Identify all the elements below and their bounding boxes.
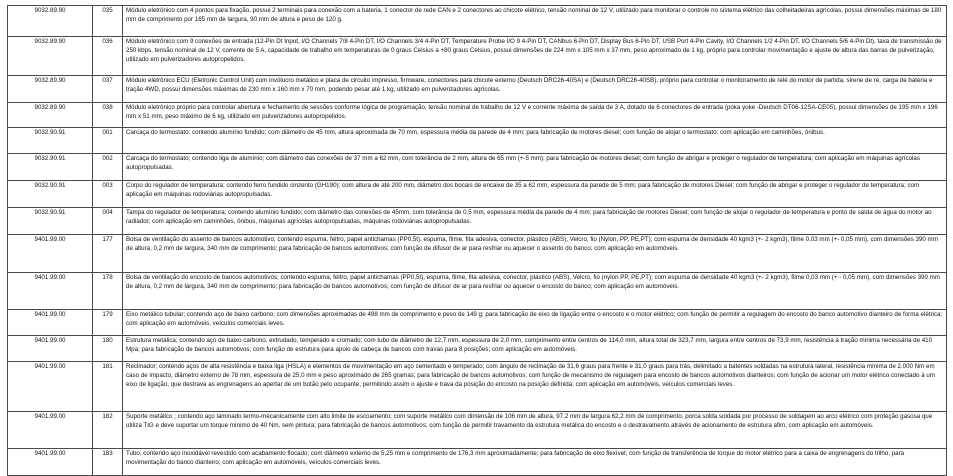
ncm-code-cell: 9032.89.90 (8, 37, 93, 76)
ex-number-cell: 004 (93, 208, 123, 235)
ex-number-cell: 180 (93, 336, 123, 362)
ex-number-cell: 181 (93, 362, 123, 412)
description-cell: Bolsa de ventilação do assento de bancos automotivo; contendo espuma, feltro, papel antichamas (PP0,5t), espuma, filme, fita adesiva, conector, plástico (ABS), Velcro, fio (Nylon, PP, PE,PT); com espuma de densidade 40 kgm3 (+- 2 kgm3), filme 0,03 mm (+- 0,05 mm), com dimensões 390 mm de altura, 0,2 mm de largura, 340 mm de comprimento; para fabricação de bancos automotivos; com função de difusor de ar para resfriar ou aquecer o assento do banco; com aplicação em automóveis. (123, 235, 947, 273)
ex-number-cell: 183 (93, 449, 123, 476)
ncm-code-cell: 9032.90.91 (8, 181, 93, 208)
ncm-code-cell: 9401.99.00 (8, 412, 93, 449)
ex-number-cell: 037 (93, 76, 123, 103)
description-cell: Estrutura metálica; contendo aço de baixo carbono, extrudado, temperado e cromado; com tubo de diâmetro de 12,7 mm, espessura de 2,0 mm, comprimento entre centros de 114,0 mm, altura total de 323,7 mm, largura entre centros de 73,9 mm, resistência à tração mínima necessária de 410 Mpa; para fabricação de bancos automotivos; com função de estrutura para apoio de cabeça de bancos com travas para 8 posições; com aplicação em automóveis. (123, 336, 947, 362)
ncm-code-cell: 9032.90.91 (8, 128, 93, 154)
ex-number-cell: 182 (93, 412, 123, 449)
table-body (8, 6, 947, 476)
ex-number-cell: 179 (93, 310, 123, 336)
ncm-code-cell: 9401.99.00 (8, 273, 93, 310)
ex-number-cell: 002 (93, 154, 123, 181)
table-row (8, 76, 947, 103)
ex-number-cell: 177 (93, 235, 123, 273)
description-cell: Carcaça do termostato; contendo alumínio fundido; com diâmetro de 45 mm, altura aproximada de 70 mm, espessura média da parede de 4 mm; para fabricação de motores diesel; com função de alojar o termostato; com aplicação em caminhões, ônibus. (123, 128, 947, 154)
description-cell: Bolsa de ventilação do encosto de bancos automotivos; contendo espuma, feltro, papel antichamas (PP0,5t), espuma, filme, fita adesiva, conector, plástico (ABS), Velcro, fio (nylon PP, PE,PT); com espuma de densidade 40 kgm3 (+- 2 kgm3), filme 0,03 mm (+ - 0,05 mm), com dimensões 390 mm de altura, 0,2 mm de largura, 340 mm de comprimento; para fabricação de bancos automotivos; com função de difusor de ar para resfriar ou aquecer o encosto do banco; com aplicação em automóveis. (123, 273, 947, 310)
description-cell: Tubo; contendo aço inoxidável revestido com acabamento flocado; com diâmetro externo de 5,25 mm e comprimento de 176,3 mm aproximadamente; para fabricação de eixo flexível; com função de transferência de torque do motor elétrico para a caixa de engrenagens do trilho, para movimentação do banco dianteiro; com aplicação em automóveis, veículos comerciais leves. (123, 449, 947, 476)
table-row (8, 336, 947, 362)
ex-number-cell: 001 (93, 128, 123, 154)
table-row (8, 128, 947, 154)
description-cell: Suporte metálico ; contendo aço laminado termo-mecanicamente com alto limite de escoamento; com suporte metálico com dimensão de 106 mm de altura, 97,2 mm de largura 62,2 mm de comprimento, porca solda soldada por processo de soldagem ao arco elétrico com proteção gasosa que utiliza TIG e deve suportar um torque mínimo de 40 Nm, sem pintura; para fabricação de bancos automotivos; com função de permitir travamento da estrutura metálica do encosto e o destravamento através de acionamento de estrutura afim; com aplicação em automóveis. (123, 412, 947, 449)
ncm-code-cell: 9032.89.90 (8, 103, 93, 128)
table-row (8, 310, 947, 336)
ncm-code-cell: 9032.90.91 (8, 208, 93, 235)
table-row (8, 235, 947, 273)
description-cell: Módulo eletrônico com 4 pontos para fixação, possui 2 terminais para conexão com a bateria, 1 conector de rede CAN e 2 conectores ao chicote elétrico, tensão nominal de 12 V, utilizado para monitorar o controle no sistema elétrico das colheitadeiras agrícolas, possui dimensões máximas de 180 mm de comprimento por 165 mm de largura, 90 mm de altura e peso de 120 g. (123, 6, 947, 37)
ncm-code-cell: 9401.99.00 (8, 235, 93, 273)
ncm-code-cell: 9032.89.90 (8, 76, 93, 103)
ncm-ex-tariff-table (7, 5, 947, 476)
ncm-code-cell: 9032.90.91 (8, 154, 93, 181)
table-row (8, 362, 947, 412)
table-row (8, 6, 947, 37)
ncm-code-cell: 9401.99.00 (8, 336, 93, 362)
ncm-code-cell: 9032.89.90 (8, 6, 93, 37)
ncm-code-cell: 9401.99.00 (8, 362, 93, 412)
table-row (8, 154, 947, 181)
ex-number-cell: 036 (93, 37, 123, 76)
table-row (8, 103, 947, 128)
table-row (8, 412, 947, 449)
description-cell: Tampa do regulador de temperatura; contendo alumínio fundido; com diâmetro das conexões de 45mm, com tolerância de 0,5 mm, espessura média da parede de 4 mm; para fabricação de motores Diesel; com função de alojar o regulador de temperatura e ponto de saída de água do motor ao radiador; com aplicação em caminhões, ônibus, máquinas agrícolas autopropulsadas, máquinas rodoviárias autopropulsadas. (123, 208, 947, 235)
description-cell: Reclinador; contendo aços de alta resistência e baixa liga (HSLA) e elementos de movimentação em aço cementado e temperado; com ângulo de reclinação de 31,6 graus para frente e 31,0 graus para trás, delimitado a batentes soldadas na estrutura lateral, resistência mínima de 2.000 Nm em caso de impacto, diâmetro externo de 78 mm, espessura de 25,0 mm e peso aproximado de 265 gramas; para fabricação de bancos automotivos; com função de mecanismo de regulagem para encosto de bancos automotivos dianteiros; com função de acionar um motor elétrico conectado à um eixo de ligação, que destrava as engrenagens ao apertar de um botão pelo ocupante, permitindo assim o ajuste e trava da posição do encosto na posição definida; com aplicação em automóveis, veículos comerciais leves. (123, 362, 947, 412)
ncm-code-cell: 9401.99.00 (8, 449, 93, 476)
table-row (8, 273, 947, 310)
ex-number-cell: 003 (93, 181, 123, 208)
table-row (8, 208, 947, 235)
table-row (8, 449, 947, 476)
ex-number-cell: 035 (93, 6, 123, 37)
ex-number-cell: 038 (93, 103, 123, 128)
table-row (8, 37, 947, 76)
description-cell: Corpo do regulador de temperatura; contendo ferro fundido cinzento (GH190); com altura de até 200 mm, diâmetro dos bocais de encaixe de 35 a 62 mm, espessura da parede de 5 mm; para fabricação de motores Diesel; com função de abrigar e proteger o regulador de temperatura; com aplicação em máquinas rodoviárias autopropulsadas. (123, 181, 947, 208)
table-row (8, 181, 947, 208)
ncm-code-cell: 9401.99.00 (8, 310, 93, 336)
description-cell: Módulo eletrônico ECU (Eletronic Control Unit) com invólucro metálico e placa de circuito impresso, firmware, conectores para chicote externo (Deutsch DRC26-40SA) e (Deutsch DRC26-40SB), próprio para controlar o monitoramento de relé do motor de partida, sirene de ré, carga de bateria e tração 4WD, possui dimensões máximas de 230 mm x 160 mm x 70 mm, podendo pesar até 1 kg, utilizado em pulverizadores agrícolas. (123, 76, 947, 103)
description-cell: Carcaça do termostato; contendo liga de alumínio; com diâmetro das conexões de 37 mm a 62 mm, com tolerância de 2 mm, altura de 65 mm (+-5 mm); para fabricação de motores diesel; com função de abrigar e proteger o regulador de temperatura; com aplicação em máquinas agrícolas autopropulsadas. (123, 154, 947, 181)
description-cell: Eixo metálico tubular; contendo aço de baixo carbono; com dimensões aproximadas de 498 mm de comprimento e peso de 149 g; para fabricação de eixo de ligação entre o encosto e o motor elétrico; com função de permitir a regulagem do encosto do banco automotivo dianteiro de forma elétrica; com aplicação em automóveis, veículos comerciais leves. (123, 310, 947, 336)
description-cell: Módulo eletrônico com 9 conexões de entrada (12-Pin Dt Input, I/O Channels 7/8 4-Pin DT, I/O Channels 3/4 4-Pin DT, Temperature Probe I/O 9 4-Pin DT, CANbus 6-Pin DT, Display Bus 6-Pin DT, USB Port 4-Pin Cavity, I/O Channels 1/2 4-Pin DT, I/O Channels 5/6 4-Pin Dt), taxa de transmissão de 250 kbps, tensão nominal de 12 V, corrente de 5 A, capacidade de trabalho em temperaturas de 0 graus Celsius a +80 graus Celsius, possui dimensões de 224 mm x 105 mm x 37 mm, peso aproximado de 1 kg, próprio para controlar movimentação e ajuste de altura das barras de pulverização, utilizado em pulverizadores autopropelidos. (123, 37, 947, 76)
ex-number-cell: 178 (93, 273, 123, 310)
description-cell: Módulo eletrônico próprio para controlar abertura e fechamento de sessões conforme lógica de programação, tensão nominal de trabalho de 12 V e corrente máxima de saída de 3 A, dotado de 6 conectores de entrada (poka yoke -Deutsch DT06-12SA-CE05), possui dimensões de 195 mm x 196 mm x 51 mm, peso máximo de 6 kg, utilizado em pulverizadores autopropelidos. (123, 103, 947, 128)
